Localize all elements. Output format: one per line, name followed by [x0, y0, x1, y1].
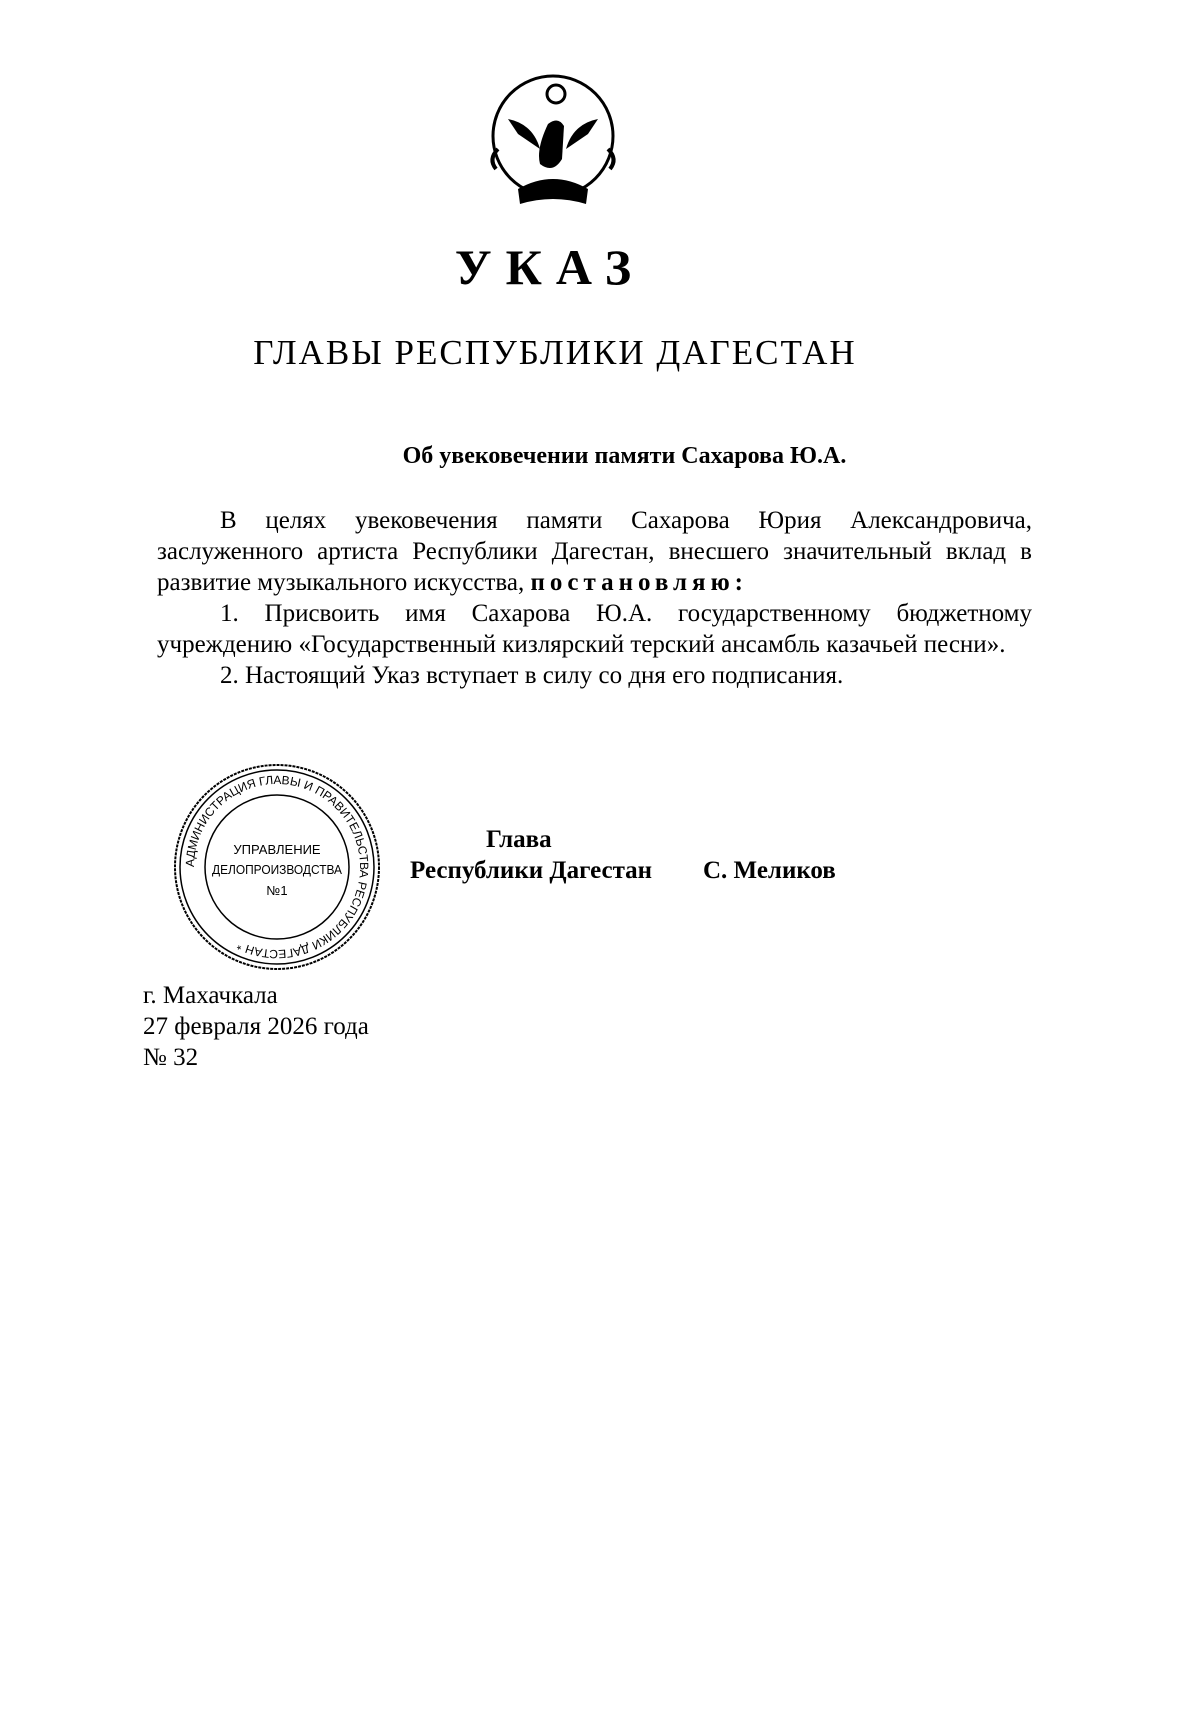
official-stamp [172, 762, 382, 972]
preamble-text: В целях увековечения памяти Сахарова Юрия Александровича, заслуженного артиста Республики Дагестан, внесшего значительный вклад в развитие музыкального искусства, [157, 507, 1032, 596]
issue-city: г. Махачкала [143, 982, 278, 1009]
document-body [157, 505, 1032, 691]
preamble-paragraph [157, 505, 1032, 598]
coat-of-arms-emblem [478, 64, 628, 219]
stamp-line-3: №1 [266, 883, 288, 898]
signatory-name: С. Меликов [703, 857, 836, 884]
stamp-line-2: ДЕЛОПРОИЗВОДСТВА [212, 862, 343, 877]
decree-word: постановляю: [530, 569, 749, 596]
issuer-heading: ГЛАВЫ РЕСПУБЛИКИ ДАГЕСТАН [253, 333, 857, 372]
document-footer [143, 980, 369, 1073]
signatory-title-line1: Глава [486, 826, 552, 853]
document-title: Об увековечении памяти Сахарова Ю.А. [402, 443, 847, 469]
signatory-title-line2: Республики Дагестан [410, 857, 653, 884]
stamp-outer-text: АДМИНИСТРАЦИЯ ГЛАВЫ И ПРАВИТЕЛЬСТВА РЕСПУБЛИКИ ДАГЕСТАН * [182, 772, 372, 962]
issue-date: 27 февраля 2026 года [143, 1013, 369, 1040]
decree-item: 2. Настоящий Указ вступает в силу со дня его подписания. [220, 662, 844, 689]
stamp-line-1: УПРАВЛЕНИЕ [233, 842, 321, 857]
decree-item: 1. Присвоить имя Сахарова Ю.А. государственному бюджетному учреждению «Государственный кизлярский терский ансамбль казачьей песни». [157, 600, 1032, 658]
document-number: № 32 [143, 1044, 199, 1071]
document-type-heading: УКАЗ [454, 239, 646, 295]
